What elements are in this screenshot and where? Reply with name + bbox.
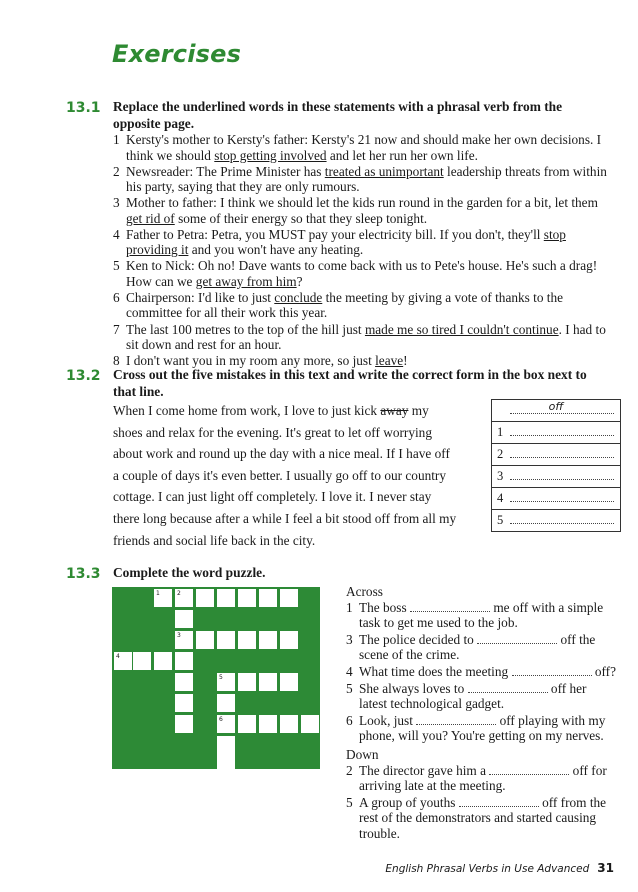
puzzle-cell[interactable]	[217, 694, 235, 712]
puzzle-cell[interactable]	[175, 631, 193, 649]
exercise-instruction-13-1: Replace the underlined words in these statements with a phrasal verb from the opposite page.	[113, 99, 563, 131]
clue-text-after: off from the rest of the demonstrators and started causing trouble.	[359, 795, 607, 841]
clue-text-after: off playing with my phone, will you? You're getting on my nerves.	[359, 712, 606, 743]
across-clues	[346, 600, 616, 743]
puzzle-cell[interactable]	[175, 652, 193, 670]
clue-number: 2	[346, 763, 353, 779]
underlined-phrase: get rid of	[126, 210, 175, 226]
exercise-item	[113, 322, 613, 353]
puzzle-cell[interactable]	[196, 631, 214, 649]
puzzle-cell[interactable]	[217, 631, 235, 649]
dotted-line	[510, 413, 614, 414]
item-text: Mother to father: I think we should let the kids run round in the garden for a bit, let them	[126, 195, 598, 211]
puzzle-cell[interactable]	[280, 673, 298, 691]
dotted-line	[510, 479, 614, 480]
clue-item	[346, 713, 616, 743]
answer-row[interactable]	[492, 422, 620, 444]
underlined-phrase: get away from him	[195, 273, 297, 289]
clue-blank[interactable]	[477, 633, 557, 644]
page-footer	[385, 861, 614, 875]
across-label: Across	[346, 584, 383, 599]
puzzle-cell[interactable]	[259, 631, 277, 649]
answer-row[interactable]	[492, 488, 620, 510]
underlined-phrase: stop providing it	[126, 226, 566, 258]
exercise-item	[113, 195, 613, 226]
item-number: 7	[113, 321, 120, 337]
puzzle-cell[interactable]	[175, 610, 193, 628]
puzzle-cell[interactable]	[175, 694, 193, 712]
struck-word: away	[380, 403, 409, 418]
exercise-item	[113, 164, 613, 195]
clue-text-before: What time does the meeting	[359, 664, 509, 680]
item-number: 4	[113, 226, 120, 242]
puzzle-cell[interactable]	[280, 715, 298, 733]
puzzle-cell[interactable]	[196, 589, 214, 607]
dotted-line	[510, 457, 614, 458]
clue-number: 5	[346, 680, 353, 696]
answer-row[interactable]	[492, 510, 620, 531]
item-text: some of their energy so that they sleep tonight.	[174, 210, 428, 226]
cell-number-4: 4	[116, 653, 120, 660]
exercise-number-13-1: 13.1	[66, 100, 101, 116]
answer-row[interactable]	[492, 466, 620, 488]
clue-text-before: The boss	[359, 600, 407, 616]
book-title: English Phrasal Verbs in Use Advanced	[385, 863, 590, 875]
page-title: Exercises	[112, 40, 242, 68]
clue-text-before: Look, just	[359, 712, 413, 728]
puzzle-cell[interactable]	[238, 589, 256, 607]
puzzle-cell[interactable]	[259, 715, 277, 733]
clue-text-before: A group of youths	[359, 795, 456, 811]
puzzle-cell[interactable]	[259, 589, 277, 607]
puzzle-cell[interactable]	[114, 652, 132, 670]
clue-item	[346, 681, 616, 711]
item-number: 1	[113, 132, 120, 147]
puzzle-cell[interactable]	[301, 715, 319, 733]
clue-blank[interactable]	[468, 682, 548, 693]
puzzle-cell[interactable]	[154, 589, 172, 607]
clue-item	[346, 795, 616, 841]
underlined-phrase: made me so tired I couldn't continue	[364, 321, 559, 337]
answer-row-number: 3	[497, 469, 504, 483]
puzzle-cell[interactable]	[259, 673, 277, 691]
item-number: 8	[113, 353, 120, 369]
clue-blank[interactable]	[459, 796, 539, 807]
word-puzzle-grid	[112, 587, 320, 769]
item-text: Father to Petra: Petra, you MUST pay your electricity bill. If you don't, they'll	[126, 226, 544, 242]
text-after: my shoes and relax for the evening. It's great to let off worrying about work and round up the day with a nice meal. If I have off a couple of days it's even better. I usually go off to our country cottage. I can just light off completely. I love it. I never stay there long because after a while I feel a bit stood off from all my friends and social life back in the city.	[113, 403, 457, 548]
answer-row[interactable]	[492, 444, 620, 466]
clue-blank[interactable]	[489, 764, 569, 775]
clue-number: 1	[346, 600, 353, 616]
cell-number-2: 2	[177, 590, 181, 597]
item-number: 3	[113, 195, 120, 211]
clue-number: 5	[346, 795, 353, 811]
underlined-phrase: stop getting involved	[214, 147, 327, 163]
puzzle-cell[interactable]	[217, 673, 235, 691]
clue-blank[interactable]	[416, 714, 496, 725]
dotted-line	[510, 501, 614, 502]
puzzle-cell[interactable]	[133, 652, 151, 670]
item-number: 5	[113, 258, 120, 274]
puzzle-cell[interactable]	[217, 589, 235, 607]
puzzle-clues	[346, 584, 616, 842]
puzzle-cell[interactable]	[238, 715, 256, 733]
item-text: I don't want you in my room any more, so just	[126, 353, 376, 369]
underlined-phrase: leave	[375, 353, 404, 369]
clue-text-after: off her latest technological gadget.	[359, 680, 587, 711]
exercise-13-2-text	[113, 400, 458, 551]
clue-text-after: off the scene of the crime.	[359, 632, 596, 663]
answer-row-number: 1	[497, 425, 504, 439]
puzzle-cell[interactable]	[280, 631, 298, 649]
clue-blank[interactable]	[410, 601, 490, 612]
text-before: When I come home from work, I love to just kick	[113, 403, 381, 418]
puzzle-cell[interactable]	[154, 652, 172, 670]
clue-number: 6	[346, 712, 353, 728]
item-text: Chairperson: I'd like to just	[126, 289, 275, 305]
item-text: leadership threats from within his party, saying that they are only rumours.	[126, 163, 607, 195]
answer-row-number: 4	[497, 491, 504, 505]
item-text: The last 100 metres to the top of the hill just	[126, 321, 365, 337]
item-text: . I had to sit down and rest for an hour.	[126, 321, 606, 353]
exercise-item	[113, 290, 613, 321]
puzzle-cell[interactable]	[175, 589, 193, 607]
puzzle-cell[interactable]	[217, 751, 235, 769]
clue-number: 3	[346, 632, 353, 648]
underlined-phrase: conclude	[274, 289, 323, 305]
item-text: Ken to Nick: Oh no! Dave wants to come back with us to Pete's house. He's such a drag! How can we	[126, 258, 598, 289]
puzzle-cell[interactable]	[175, 673, 193, 691]
down-label: Down	[346, 747, 379, 763]
puzzle-cell[interactable]	[238, 673, 256, 691]
puzzle-cell[interactable]	[217, 715, 235, 733]
puzzle-cell[interactable]	[175, 715, 193, 733]
clue-text-before: The director gave him a	[359, 763, 487, 779]
clue-blank[interactable]	[512, 665, 592, 676]
exercise-item	[113, 258, 613, 289]
item-text: and you won't have any heating.	[188, 242, 364, 258]
puzzle-cell[interactable]	[280, 589, 298, 607]
item-text: the meeting by giving a vote of thanks to the committee for all their work this year.	[126, 289, 564, 321]
answer-row-number: 5	[497, 513, 504, 527]
example-answer: off	[548, 400, 564, 413]
exercise-number-13-2: 13.2	[66, 368, 101, 384]
exercise-item	[113, 227, 613, 258]
down-clues	[346, 763, 616, 841]
cell-number-3: 3	[177, 632, 181, 639]
dotted-line	[510, 435, 614, 436]
clue-text-after: off?	[594, 664, 617, 680]
item-text: ?	[296, 273, 303, 289]
clue-text-after: me off with a simple task to get me used to the job.	[359, 600, 604, 631]
exercise-13-1-list	[113, 132, 613, 369]
underlined-phrase: treated as unimportant	[324, 163, 444, 179]
clue-text-after: off for arriving late at the meeting.	[359, 763, 607, 794]
answer-box	[491, 399, 621, 532]
clue-item	[346, 632, 616, 662]
cell-number-6: 6	[219, 716, 223, 723]
exercise-number-13-3: 13.3	[66, 566, 101, 582]
cell-number-1: 1	[156, 590, 160, 597]
exercise-item	[113, 132, 613, 163]
clue-number: 4	[346, 664, 353, 680]
item-text: Newsreader: The Prime Minister has	[126, 163, 325, 179]
puzzle-cell[interactable]	[238, 631, 256, 649]
answer-row-number: 2	[497, 447, 504, 461]
item-number: 2	[113, 163, 120, 179]
item-number: 6	[113, 289, 120, 305]
dotted-line	[510, 523, 614, 524]
page-number: 31	[597, 861, 614, 875]
item-text: and let her run her own life.	[326, 147, 478, 163]
answer-row-example	[492, 400, 620, 422]
clue-text-before: She always loves to	[359, 680, 465, 696]
clue-item	[346, 600, 616, 630]
clue-text-before: The police decided to	[359, 632, 474, 648]
cell-number-5: 5	[219, 674, 223, 681]
clue-item	[346, 664, 616, 679]
exercise-instruction-13-3: Complete the word puzzle.	[113, 565, 266, 580]
item-text: !	[403, 353, 408, 369]
clue-item	[346, 763, 616, 793]
exercise-instruction-13-2: Cross out the five mistakes in this text and write the correct form in the box next to that line.	[113, 367, 587, 399]
item-text: Kersty's mother to Kersty's father: Kersty's 21 now and should make her own decisions. I think we should	[126, 132, 602, 163]
